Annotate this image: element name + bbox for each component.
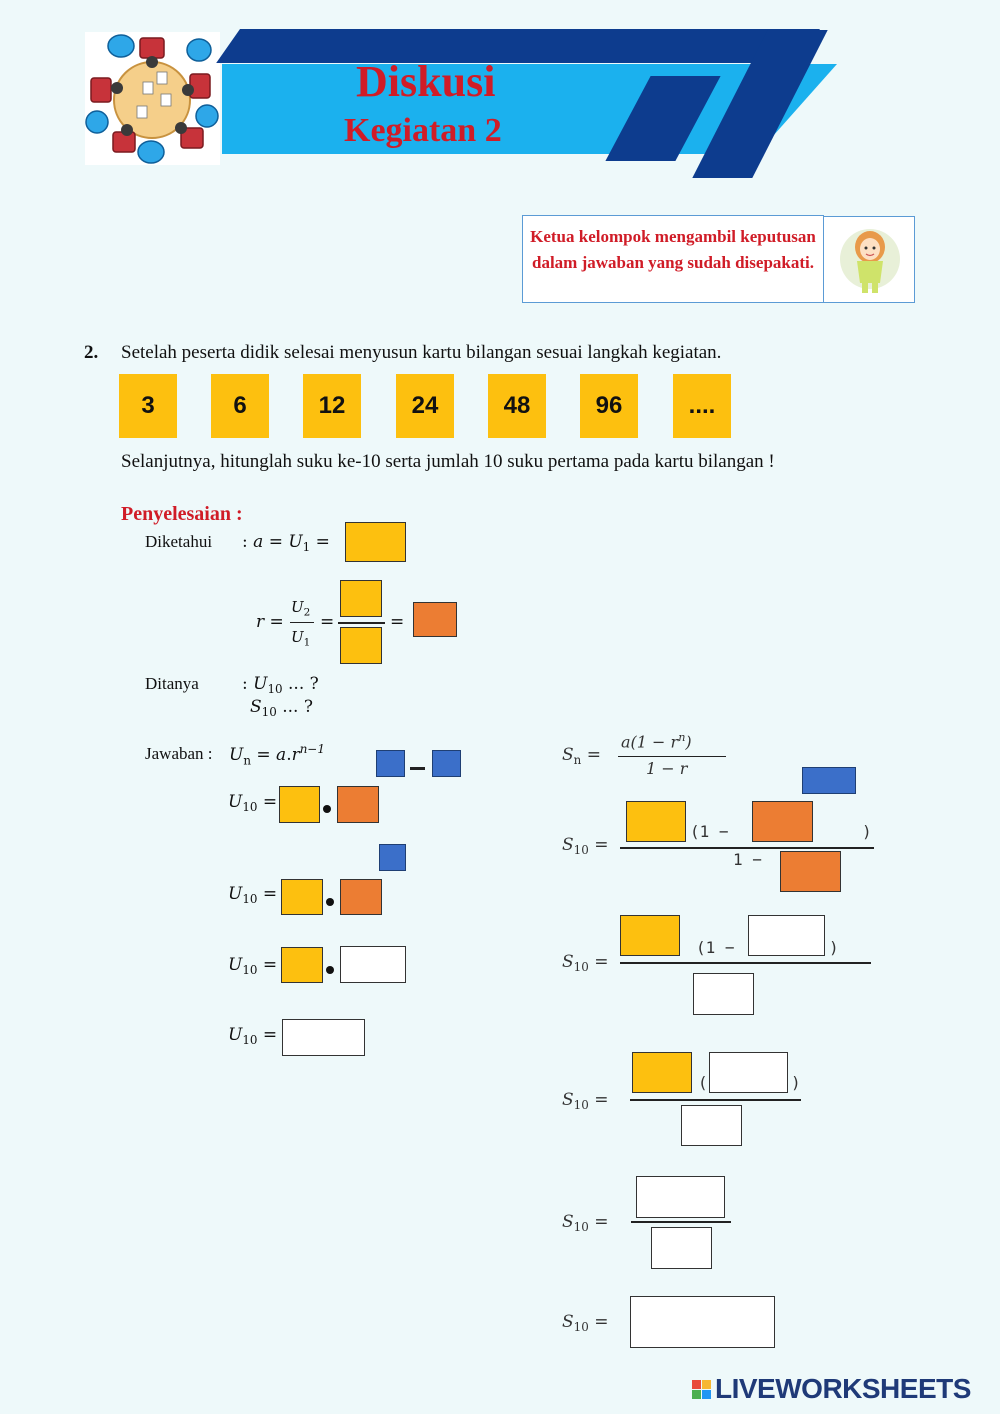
number-card: 96 <box>580 374 638 438</box>
answer-box-a[interactable] <box>345 522 406 562</box>
number-card: 48 <box>488 374 546 438</box>
number-card: 24 <box>396 374 454 438</box>
header-band-dark <box>216 29 820 63</box>
group-leader-note: Ketua kelompok mengambil keputusan dalam jawaban yang sudah disepakati. <box>522 215 824 303</box>
solution-heading: Penyelesaian : <box>121 503 243 525</box>
bracket-close: ) <box>791 1073 801 1092</box>
answer-box-power[interactable] <box>748 915 825 956</box>
s10-label: $S_{10}$ = <box>562 1090 609 1113</box>
multiply-dot <box>326 966 334 974</box>
denominator-one-minus: 1 − <box>733 850 762 869</box>
formula-un: $U_n = a.r^{n-1}$ <box>229 742 325 768</box>
s10-label: $S_{10}$ = <box>562 835 609 858</box>
liveworksheets-logo-icon <box>692 1380 711 1399</box>
answer-box-r[interactable] <box>337 786 379 823</box>
formula-sn-numerator: $a(1 - r^n)$ <box>621 731 692 752</box>
answer-box-numerator[interactable] <box>636 1176 725 1218</box>
multiply-dot <box>323 805 331 813</box>
answer-box-r[interactable] <box>413 602 457 637</box>
answer-label: Jawaban : <box>145 744 213 763</box>
answer-box-a[interactable] <box>632 1052 692 1093</box>
ratio-r-label: r = <box>256 612 284 632</box>
question-instruction: Selanjutnya, hitunglah suku ke-10 serta jumlah 10 suku pertama pada kartu bilangan ! <box>121 451 775 472</box>
fraction-line <box>618 756 726 757</box>
page-subtitle: Kegiatan 2 <box>344 112 502 149</box>
fraction-line <box>620 962 871 964</box>
formula-sn-label: $S_n$ = <box>562 745 601 768</box>
equals-sign: = <box>320 612 335 632</box>
exponent-box[interactable] <box>379 844 406 871</box>
s10-label: $S_{10}$ = <box>562 1312 609 1335</box>
formula-a-equals-u1: : $a = U_1$ = <box>242 532 330 555</box>
girl-avatar-illustration <box>823 216 915 303</box>
number-card: 12 <box>303 374 361 438</box>
ratio-u2: $U_2$ <box>291 598 311 619</box>
answer-box-denominator[interactable] <box>693 973 754 1015</box>
answer-box-a[interactable] <box>279 786 320 823</box>
fraction-line <box>631 1221 731 1223</box>
s10-label: $S_{10}$ = <box>562 1212 609 1235</box>
answer-box-a[interactable] <box>620 915 680 956</box>
answer-box-a[interactable] <box>626 801 686 842</box>
answer-box-power[interactable] <box>340 946 406 983</box>
question-number: 2. <box>84 342 99 363</box>
ratio-u1: $U_1$ <box>291 628 311 649</box>
answer-box-r[interactable] <box>752 801 813 842</box>
exponent-box-n[interactable] <box>802 767 856 794</box>
answer-box-s10[interactable] <box>630 1296 775 1348</box>
formula-sn-denominator: 1 − r <box>646 759 688 778</box>
answer-box-bracket[interactable] <box>709 1052 788 1093</box>
answer-box-r[interactable] <box>340 879 382 915</box>
answer-box-u10[interactable] <box>282 1019 365 1056</box>
answer-box-denominator[interactable] <box>651 1227 712 1269</box>
minus-sign <box>410 767 425 770</box>
s10-label: $S_{10}$ = <box>562 952 609 975</box>
u10-label: $U_{10}$ = <box>228 1025 278 1048</box>
number-card: 3 <box>119 374 177 438</box>
bracket-close: ) <box>862 822 872 841</box>
answer-box-u1[interactable] <box>340 627 382 664</box>
discussion-group-illustration <box>85 32 220 165</box>
fraction-line <box>620 847 874 849</box>
bracket-open: ( <box>698 1073 708 1092</box>
exponent-box-n[interactable] <box>376 750 405 777</box>
liveworksheets-logo <box>692 1373 971 1405</box>
equals-sign: = <box>390 612 405 632</box>
u10-label: $U_{10}$ = <box>228 792 278 815</box>
bracket-one-minus: (1 − <box>696 938 735 957</box>
number-card: .... <box>673 374 731 438</box>
asked-u10: : $U_{10}$ ... ? <box>242 674 319 697</box>
multiply-dot <box>326 898 334 906</box>
fraction-line <box>630 1099 801 1101</box>
asked-s10: $S_{10}$ ... ? <box>250 697 313 720</box>
fraction-line <box>290 622 314 623</box>
answer-box-a[interactable] <box>281 947 323 983</box>
bracket-one-minus: (1 − <box>690 822 729 841</box>
asked-label: Ditanya <box>145 674 199 693</box>
page-title: Diskusi <box>356 57 496 106</box>
u10-label: $U_{10}$ = <box>228 955 278 978</box>
number-card: 6 <box>211 374 269 438</box>
answer-box-a[interactable] <box>281 879 323 915</box>
exponent-box-1[interactable] <box>432 750 461 777</box>
question-text: Setelah peserta didik selesai menyusun kartu bilangan sesuai langkah kegiatan. <box>121 342 722 363</box>
known-label: Diketahui <box>145 532 213 551</box>
liveworksheets-brand: LIVEWORKSHEETS <box>715 1373 971 1404</box>
answer-box-u2[interactable] <box>340 580 382 617</box>
answer-box-denominator[interactable] <box>681 1105 742 1146</box>
answer-box-r[interactable] <box>780 851 841 892</box>
u10-label: $U_{10}$ = <box>228 884 278 907</box>
fraction-line <box>338 622 385 624</box>
bracket-close: ) <box>829 938 839 957</box>
